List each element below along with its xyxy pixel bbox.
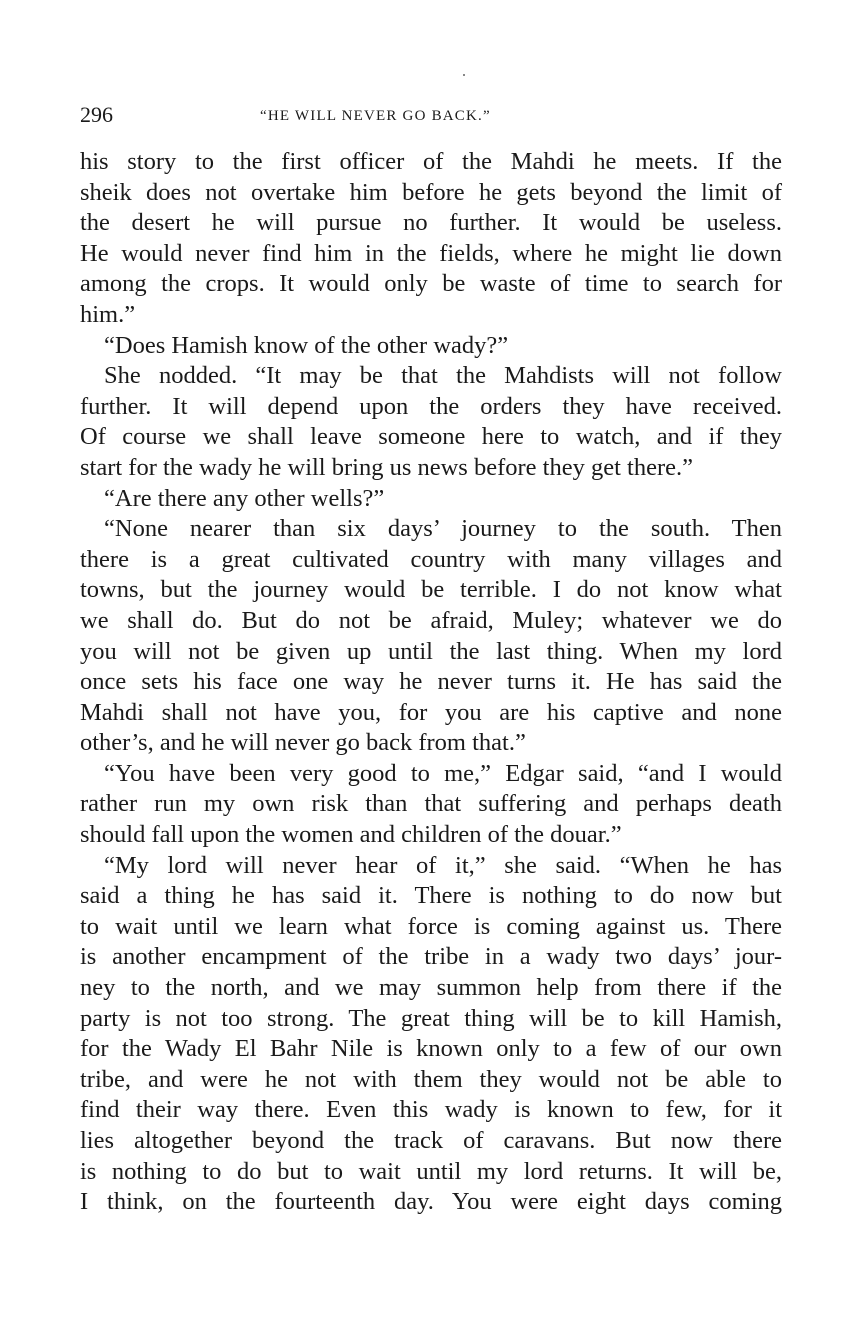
text-line: to wait until we learn what force is coming against us. There: [80, 912, 782, 940]
text-line: He would never find him in the fields, where he might lie down: [80, 239, 782, 267]
text-line: start for the wady he will bring us news before they get there.”: [80, 453, 693, 481]
text-line: should fall upon the women and children of the douar.”: [80, 821, 622, 849]
text-line: “Are there any other wells?”: [104, 484, 385, 512]
text-line: party is not too strong. The great thing will be to kill Hamish,: [80, 1004, 782, 1032]
text-line: find their way there. Even this wady is known to few, for it: [80, 1096, 782, 1124]
text-line: once sets his face one way he never turns it. He has said the: [80, 668, 782, 696]
text-line: you will not be given up until the last thing. When my lord: [80, 637, 782, 665]
text-line: Mahdi shall not have you, for you are his captive and none: [80, 698, 782, 726]
text-line: ney to the north, and we may summon help from there if the: [80, 974, 782, 1002]
text-line: “Does Hamish know of the other wady?”: [104, 331, 509, 359]
text-line: towns, but the journey would be terrible. I do not know what: [80, 576, 782, 604]
running-title: “HE WILL NEVER GO BACK.”: [260, 108, 491, 124]
text-line: She nodded. “It may be that the Mahdists will not follow: [104, 362, 782, 390]
page-header: [80, 100, 780, 130]
text-line: other’s, and he will never go back from that.”: [80, 729, 526, 757]
page-number: 296: [80, 102, 113, 127]
text-line: Of course we shall leave someone here to watch, and if they: [80, 423, 782, 451]
text-line: tribe, and were he not with them they would not be able to: [80, 1065, 782, 1093]
text-line: among the crops. It would only be waste of time to search for: [80, 270, 782, 298]
text-line: lies altogether beyond the track of caravans. But now there: [80, 1127, 782, 1154]
text-line: “None nearer than six days’ journey to the south. Then: [104, 515, 782, 543]
text-line: his story to the first officer of the Mahdi he meets. If the: [80, 148, 782, 175]
text-line: is another encampment of the tribe in a wady two days’ jour-: [80, 943, 782, 971]
text-line: I think, on the fourteenth day. You were eight days coming: [80, 1188, 782, 1216]
text-line: further. It will depend upon the orders they have received.: [80, 392, 782, 420]
text-line: for the Wady El Bahr Nile is known only to a few of our own: [80, 1035, 782, 1063]
text-line: said a thing he has said it. There is nothing to do now but: [80, 882, 782, 910]
text-line: “You have been very good to me,” Edgar said, “and I would: [104, 759, 782, 787]
text-line: there is a great cultivated country with many villages and: [80, 545, 782, 573]
text-line: is nothing to do but to wait until my lord returns. It will be,: [80, 1157, 782, 1185]
text-line: we shall do. But do not be afraid, Muley; whatever we do: [80, 606, 782, 634]
text-line: sheik does not overtake him before he gets beyond the limit of: [80, 178, 782, 206]
text-line: the desert he will pursue no further. It would be useless.: [80, 209, 782, 237]
print-speck: [463, 74, 465, 76]
text-line: rather run my own risk than that suffering and perhaps death: [80, 790, 782, 818]
body-text: [80, 147, 782, 1218]
text-line: “My lord will never hear of it,” she said. “When he has: [104, 851, 782, 879]
text-line: him.”: [80, 300, 136, 328]
